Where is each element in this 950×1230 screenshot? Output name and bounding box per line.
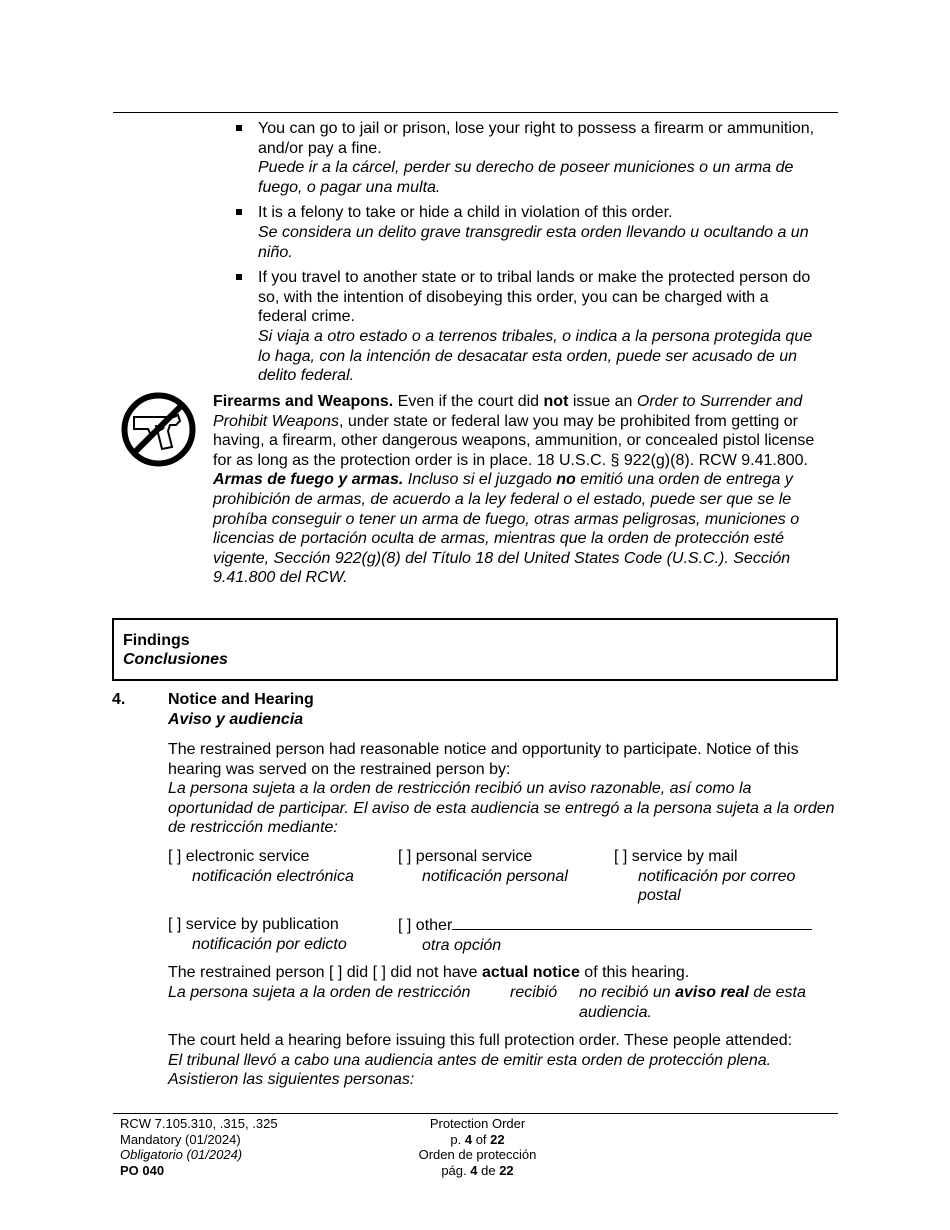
notice-intro-en: The restrained person had reasonable notice and opportunity to participate. Notice of this hearing was served on the restrained person by:	[168, 741, 799, 778]
section-title-en: Notice and Hearing	[168, 691, 314, 708]
did-checkbox[interactable]: [ ]	[328, 964, 343, 981]
footer-rcw: RCW 7.105.310, .315, .325	[120, 1116, 278, 1131]
option-service-by-mail[interactable]: [ ] service by mail notificación por correo postal	[614, 847, 824, 906]
option-electronic-service[interactable]: [ ] electronic service notificación electrónica	[168, 847, 388, 886]
footer-title-en: Protection Order	[429, 1116, 526, 1131]
list-item	[236, 119, 816, 197]
list-item	[236, 203, 816, 262]
bullet-text-en: It is a felony to take or hide a child in violation of this order.	[258, 204, 673, 222]
firearms-heading-es: Armas de fuego y armas.	[213, 471, 404, 489]
hearing-text	[168, 1031, 838, 1090]
checkbox[interactable]: [ ]	[398, 917, 412, 934]
footer-left	[120, 1116, 278, 1178]
firearms-warning-en: Firearms and Weapons. Even if the court did not issue an Order to Surrender and Prohibit Weapons, under state or federal law you may be prohibited from getting or having, a firearm, other dangerous weapons, ammunition, or concealed pistol license for as long as the protection order is in place. 18 U.S.C. § 922(g)(8). RCW 9.41.800.	[213, 393, 815, 469]
bullet-text-es: Puede ir a la cárcel, perder su derecho de poseer municiones o un arma de fuego, o pagar una multa.	[258, 159, 794, 196]
checkbox[interactable]: [ ]	[614, 848, 628, 865]
checkbox[interactable]: [ ]	[168, 848, 182, 865]
footer-page-en: p. 4 of 22	[450, 1131, 505, 1147]
other-blank-line[interactable]	[452, 915, 812, 930]
bullet-icon	[236, 125, 242, 131]
footer-obligatorio: Obligatorio (01/2024)	[120, 1147, 243, 1162]
findings-title-es: Conclusiones	[123, 651, 228, 668]
section-title	[168, 690, 314, 729]
notice-intro-es: La persona sujeta a la orden de restricción recibió un aviso razonable, así como la oportunidad de participar. El aviso de esta audiencia se entregó a la persona sujeta a la orden de restricción mediante:	[168, 780, 835, 837]
option-personal-service[interactable]: [ ] personal service notificación personal	[398, 847, 608, 886]
bullet-icon	[236, 209, 242, 215]
actual-notice-es-no-recibio: no recibió un aviso real de esta audiencia.	[579, 984, 806, 1021]
notice-intro	[168, 740, 838, 838]
firearms-warning-es: Armas de fuego y armas. Incluso si el juzgado no emitió una orden de entrega y prohibición de armas, de acuerdo a la ley federal o el estado, puede ser que se le prohíba conseguir o tener un arma de fuego, otras armas peligrosas, municiones o licencias de portación oculta de armas, mientras que la orden de protección esté vigente, Sección 922(g)(8) del Título 18 del United States Code (U.S.C.). Sección 9.41.800 del RCW.	[213, 471, 800, 587]
bullet-icon	[236, 274, 242, 280]
option-service-by-publication[interactable]: [ ] service by publication notificación por edicto	[168, 915, 388, 954]
actual-notice-es-label: La persona sujeta a la orden de restricción	[168, 984, 471, 1001]
checkbox[interactable]: [ ]	[398, 848, 412, 865]
option-label-es: notificación por correo postal	[638, 867, 796, 905]
option-label-es: otra opción	[422, 936, 502, 954]
option-label-es: notificación personal	[422, 867, 568, 885]
footer-rule	[113, 1113, 838, 1114]
bullet-text-en: You can go to jail or prison, lose your right to possess a firearm or ammunition, and/or pay a fine.	[258, 120, 815, 157]
findings-title-en: Findings	[123, 632, 190, 649]
firearms-warning	[213, 392, 829, 588]
checkbox[interactable]: [ ]	[168, 916, 182, 933]
findings-box	[112, 618, 838, 681]
footer-center	[385, 1116, 570, 1178]
actual-notice-es-recibio: recibió	[510, 984, 558, 1001]
footer-page-es: pág. 4 de 22	[441, 1162, 514, 1178]
footer-title-es: Orden de protección	[418, 1147, 537, 1162]
firearms-heading-en: Firearms and Weapons.	[213, 393, 394, 410]
option-other[interactable]: [ ] other otra opción	[398, 915, 828, 955]
footer-mandatory: Mandatory (01/2024)	[120, 1131, 241, 1147]
actual-notice-line-en: The restrained person [ ] did [ ] did not have actual notice of this hearing.	[168, 964, 690, 981]
section-title-es: Aviso y audiencia	[168, 710, 304, 728]
bullet-text-es: Si viaja a otro estado o a terrenos tribales, o indica a la persona protegida que lo haga, con la intención de desacatar esta orden, puede ser acusado de un delito federal.	[258, 327, 813, 385]
bullet-text-es: Se considera un delito grave transgredir esta orden llevando u ocultando a un niño.	[258, 223, 809, 261]
top-rule	[113, 112, 838, 113]
hearing-text-es: El tribunal llevó a cabo una audiencia antes de emitir esta orden de protección plena. Asistieron las siguientes personas:	[168, 1051, 772, 1089]
consequences-list	[236, 119, 816, 392]
no-firearms-icon	[120, 391, 197, 468]
hearing-text-en: The court held a hearing before issuing this full protection order. These people attended:	[168, 1032, 793, 1049]
option-label-es: notificación electrónica	[192, 867, 354, 885]
list-item	[236, 268, 816, 386]
option-label-es: notificación por edicto	[192, 935, 347, 953]
footer-form-number: PO 040	[120, 1162, 165, 1178]
section-number: 4.	[112, 691, 126, 708]
bullet-text-en: If you travel to another state or to tribal lands or make the protected person do so, with the intention of disobeying this order, you can be charged with a federal crime.	[258, 269, 811, 326]
did-not-checkbox[interactable]: [ ]	[372, 964, 386, 981]
